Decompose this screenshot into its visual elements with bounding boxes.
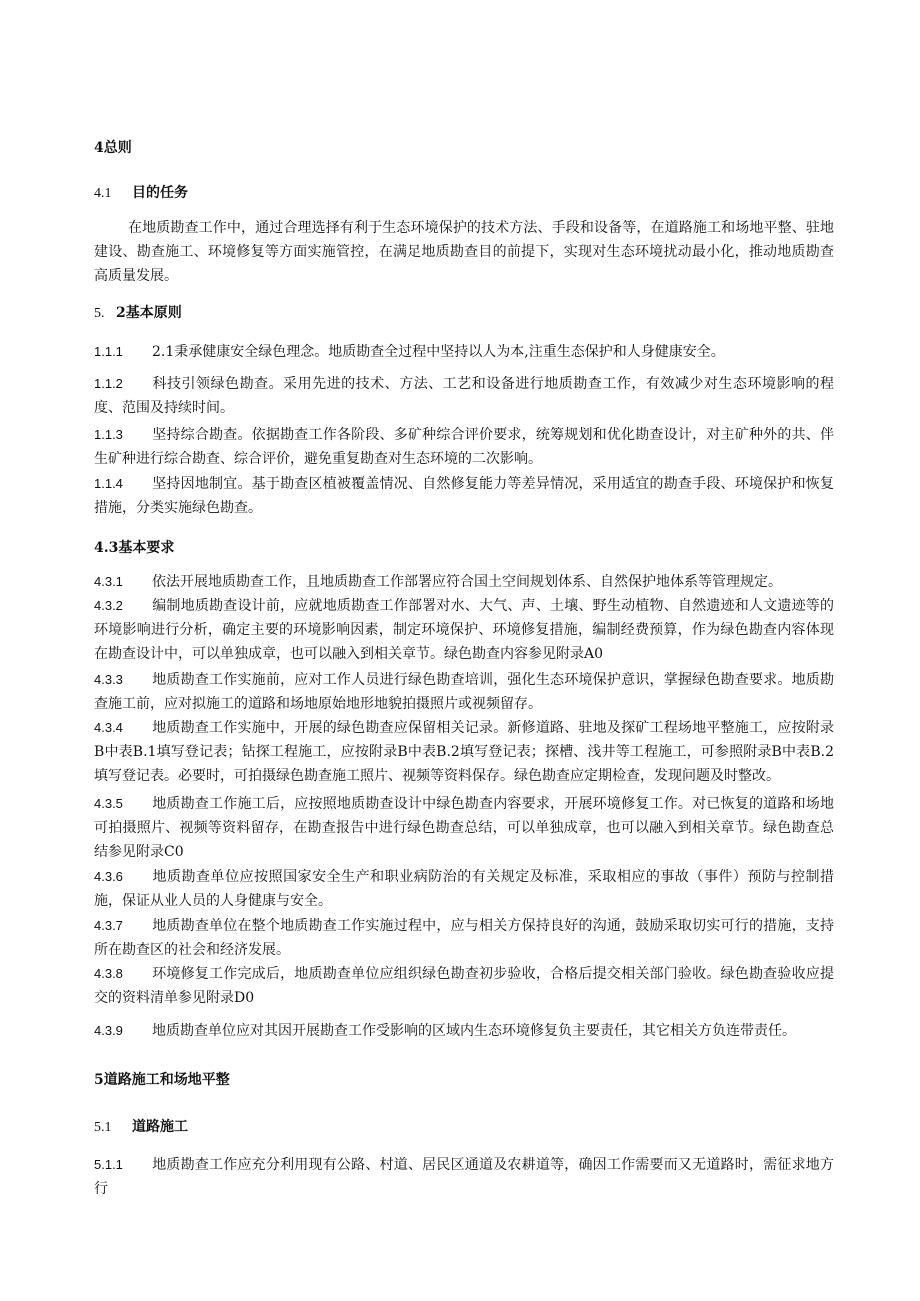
clause-4-3-3	[94, 668, 834, 716]
section-4-1-heading	[94, 181, 834, 206]
clause-1-1-4	[94, 472, 834, 520]
clause-number: 4.3.3	[94, 672, 123, 687]
clause-text: 地质勘查单位应按照国家安全生产和职业病防治的有关规定及标准，采取相应的事故（事件）预防与控制措施，保证从业人员的人身健康与安全。	[94, 869, 834, 909]
section-4-3-title: 4.3基本要求	[94, 540, 175, 556]
section-4-2-number: 5.	[94, 306, 105, 321]
clause-text: 2.1秉承健康安全绿色理念。地质勘查全过程中坚持以人为本,注重生态保护和人身健康安全。	[152, 344, 725, 360]
clause-1-1-1	[94, 340, 834, 364]
clause-4-3-1	[94, 570, 834, 594]
clause-text: 坚持因地制宜。基于勘查区植被覆盖情况、自然修复能力等差异情况，采用适宜的勘查手段、环境保护和恢复措施，分类实施绿色勘查。	[94, 476, 834, 516]
clause-4-3-6	[94, 865, 834, 913]
clause-text: 科技引领绿色勘查。采用先进的技术、方法、工艺和设备进行地质勘查工作，有效减少对生态环境影响的程度、范围及持续时间。	[94, 376, 834, 416]
clause-4-3-8	[94, 962, 834, 1010]
clause-number: 1.1.2	[94, 376, 123, 391]
section-4-1-title: 目的任务	[132, 185, 188, 201]
clause-1-1-2	[94, 372, 834, 420]
clause-4-3-9	[94, 1019, 834, 1043]
clause-4-3-7	[94, 914, 834, 962]
clause-text: 地质勘查单位应对其因开展勘查工作受影响的区域内生态环境修复负主要责任，其它相关方负连带责任。	[152, 1023, 796, 1039]
clause-number: 4.3.4	[94, 720, 123, 735]
clause-text: 坚持综合勘查。依据勘查工作各阶段、多矿种综合评价要求，统筹规划和优化勘查设计，对主矿种外的共、伴生矿种进行综合勘查、综合评价，避免重复勘查对生态环境的二次影响。	[94, 427, 834, 467]
clause-4-3-4	[94, 716, 834, 788]
clause-number: 5.1.1	[94, 1157, 123, 1172]
clause-number: 4.3.6	[94, 869, 123, 884]
section-5-title: 5道路施工和场地平整	[94, 1072, 230, 1088]
section-4-title: 4总则	[94, 140, 132, 156]
section-5-1-title: 道路施工	[132, 1119, 188, 1135]
section-4-1-paragraph: 在地质勘查工作中，通过合理选择有利于生态环境保护的技术方法、手段和设备等，在道路施工和场地平整、驻地建设、勘查施工、环境修复等方面实施管控，在满足地质勘查目的前提下，实现对生态环境扰动最小化，推动地质勘查高质量发展。	[94, 220, 834, 284]
clause-number: 4.3.7	[94, 918, 123, 933]
clause-4-3-2	[94, 594, 834, 666]
clause-number: 1.1.3	[94, 427, 123, 442]
clause-text: 地质勘查单位在整个地质勘查工作实施过程中，应与相关方保持良好的沟通，鼓励采取切实可行的措施，支持所在勘查区的社会和经济发展。	[94, 918, 834, 958]
section-4-1-number: 4.1	[94, 186, 112, 201]
clause-text: 地质勘查工作实施前，应对工作人员进行绿色勘查培训，强化生态环境保护意识，掌握绿色勘查要求。地质勘查施工前，应对拟施工的道路和场地原始地形地貌拍摄照片或视频留存。	[94, 672, 834, 712]
section-4-2-heading	[94, 301, 834, 326]
clause-text: 地质勘查工作施工后，应按照地质勘查设计中绿色勘查内容要求，开展环境修复工作。对已恢复的道路和场地可拍摄照片、视频等资料留存，在勘查报告中进行绿色勘查总结，可以单独成章，也可以融入到相关章节。绿色勘查总结参见附录C0	[94, 796, 834, 860]
section-5-1-heading	[94, 1115, 834, 1140]
clause-number: 4.3.9	[94, 1023, 123, 1038]
clause-number: 4.3.5	[94, 796, 123, 811]
clause-number: 1.1.1	[94, 344, 123, 359]
section-5-1-number: 5.1	[94, 1120, 112, 1135]
clause-number: 4.3.8	[94, 966, 123, 981]
clause-text: 地质勘查工作应充分利用现有公路、村道、居民区通道及农耕道等，确因工作需要而又无道路时，需征求地方行	[94, 1157, 834, 1197]
clause-text: 环境修复工作完成后，地质勘查单位应组织绿色勘查初步验收，合格后提交相关部门验收。绿色勘查验收应提交的资料清单参见附录D0	[94, 966, 834, 1006]
clause-text: 编制地质勘查设计前，应就地质勘查工作部署对水、大气、声、土壤、野生动植物、自然遗迹和人文遗迹等的环境影响进行分析，确定主要的环境影响因素，制定环境保护、环境修复措施，编制经费预算，作为绿色勘查内容体现在勘查设计中，可以单独成章，也可以融入到相关章节。绿色勘查内容参见附录A0	[94, 598, 834, 662]
clause-1-1-3	[94, 423, 834, 471]
section-4-2-title: 2基本原则	[116, 305, 182, 321]
clause-number: 4.3.2	[94, 598, 123, 613]
clause-number: 1.1.4	[94, 476, 123, 491]
clause-5-1-1	[94, 1153, 834, 1201]
clause-4-3-5	[94, 792, 834, 864]
clause-number: 4.3.1	[94, 574, 123, 589]
clause-text: 地质勘查工作实施中，开展的绿色勘查应保留相关记录。新修道路、驻地及探矿工程场地平整施工，应按附录B中表B.1填写登记表；钻探工程施工，应按附录B中表B.2填写登记表；探槽、浅井等工程施工，可参照附录B中表B.2填写登记表。必要时，可拍摄绿色勘查施工照片、视频等资料保存。绿色勘查应定期检查，发现问题及时整改。	[94, 720, 834, 784]
clause-text: 依法开展地质勘查工作，且地质勘查工作部署应符合国土空间规划体系、自然保护地体系等管理规定。	[152, 574, 782, 590]
